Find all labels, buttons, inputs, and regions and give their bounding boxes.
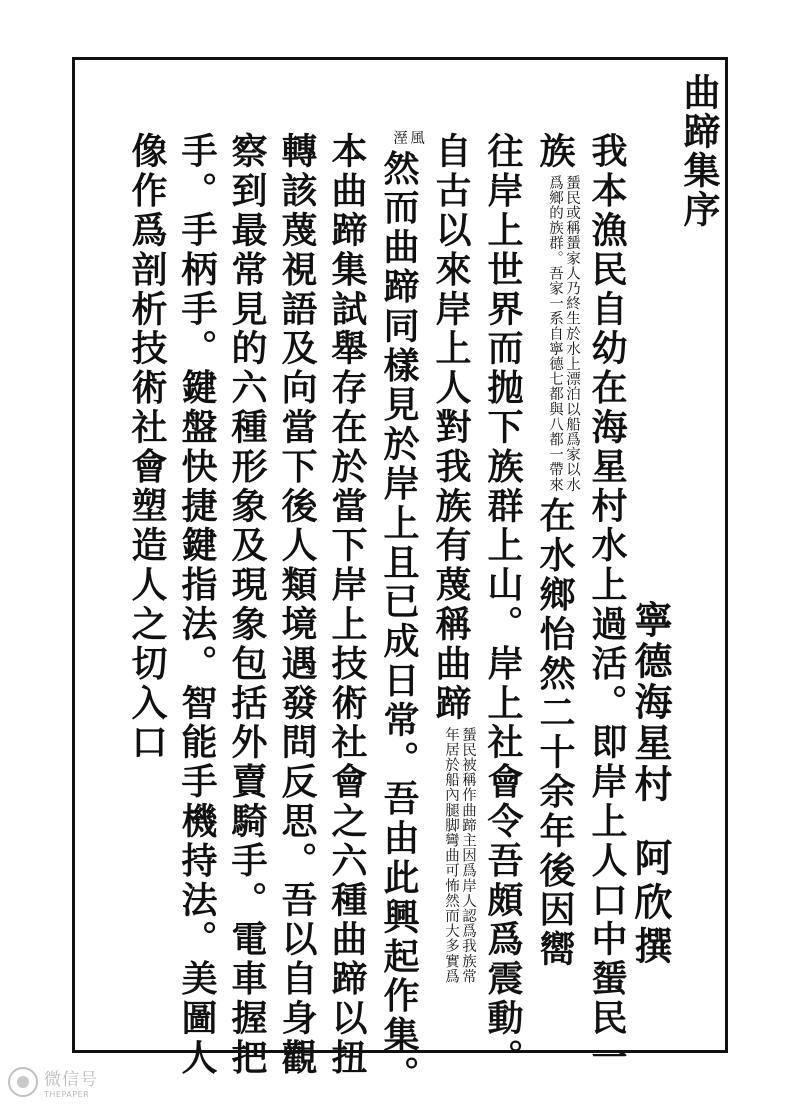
watermark-name: 微信号 — [44, 1070, 98, 1090]
page-title: 曲蹄集序 — [677, 73, 721, 229]
watermark — [8, 1064, 98, 1100]
annotation-note — [390, 126, 424, 149]
annotation-line: 爲鄉的族群。吾家一系自寧德七都與八都一帶來 — [547, 175, 563, 493]
byline-place: 寧德海星村 — [628, 600, 673, 805]
column-text: 往岸上世界而抛下族群上山。岸上社會令吾頗爲震動。 — [482, 132, 524, 1078]
watermark-label: THEPAPER — [44, 1090, 90, 1099]
text-column-8 — [222, 132, 273, 1078]
text-column-9 — [172, 132, 223, 1078]
text-column-10 — [122, 132, 173, 762]
text-column-6 — [322, 132, 373, 1078]
column-text: 在水鄉怡然二十余年後因嚮 — [534, 496, 576, 970]
annotation-note — [442, 723, 476, 988]
annotation-line: 年居於船內腿脚彎曲可怖然而大多實爲 — [443, 727, 459, 984]
watermark-logo-icon — [8, 1067, 38, 1097]
byline-author: 阿欣撰 — [628, 838, 673, 970]
column-text: 察到最常見的六種形象及現象包括外賣騎手。電車握把 — [226, 132, 268, 1078]
column-text: 手。手柄手。鍵盤快捷鍵指法。智能手機持法。美圖人 — [176, 132, 218, 1078]
text-column-4 — [426, 132, 477, 988]
text-column-7 — [272, 132, 323, 1078]
annotation-line: 溼 — [391, 130, 407, 146]
text-column-2 — [530, 132, 581, 969]
text-column-3 — [478, 132, 529, 1078]
column-text: 轉該蔑視語及向當下後人類境遇發問反思。吾以自身觀 — [276, 132, 318, 1078]
column-text: 自古以來岸上人對我族有蔑稱曲蹄 — [430, 132, 472, 723]
column-text: 本曲蹄集試舉存在於當下岸上技術社會之六種曲蹄以扭 — [326, 132, 368, 1078]
annotation-note — [546, 171, 580, 496]
text-column-5 — [374, 126, 425, 1095]
column-text: 然而曲蹄同樣見於岸上且已成日常。吾由此興起作集。 — [378, 149, 420, 1095]
annotation-line: 蜑民或稱蜑家人乃終生於水上漂泊以船爲家以水 — [564, 175, 580, 493]
column-text: 我本漁民自幼在海星村水上過活。即岸上人口中蜑民一 — [586, 132, 628, 1078]
column-text: 族 — [534, 132, 576, 172]
column-text: 像作爲剖析技術社會塑造人之切入口 — [126, 132, 168, 763]
watermark-text — [44, 1065, 98, 1099]
annotation-line: 蜑民被稱作曲蹄主因爲岸人認爲我族常 — [460, 727, 476, 984]
annotation-line: 風 — [408, 130, 424, 146]
